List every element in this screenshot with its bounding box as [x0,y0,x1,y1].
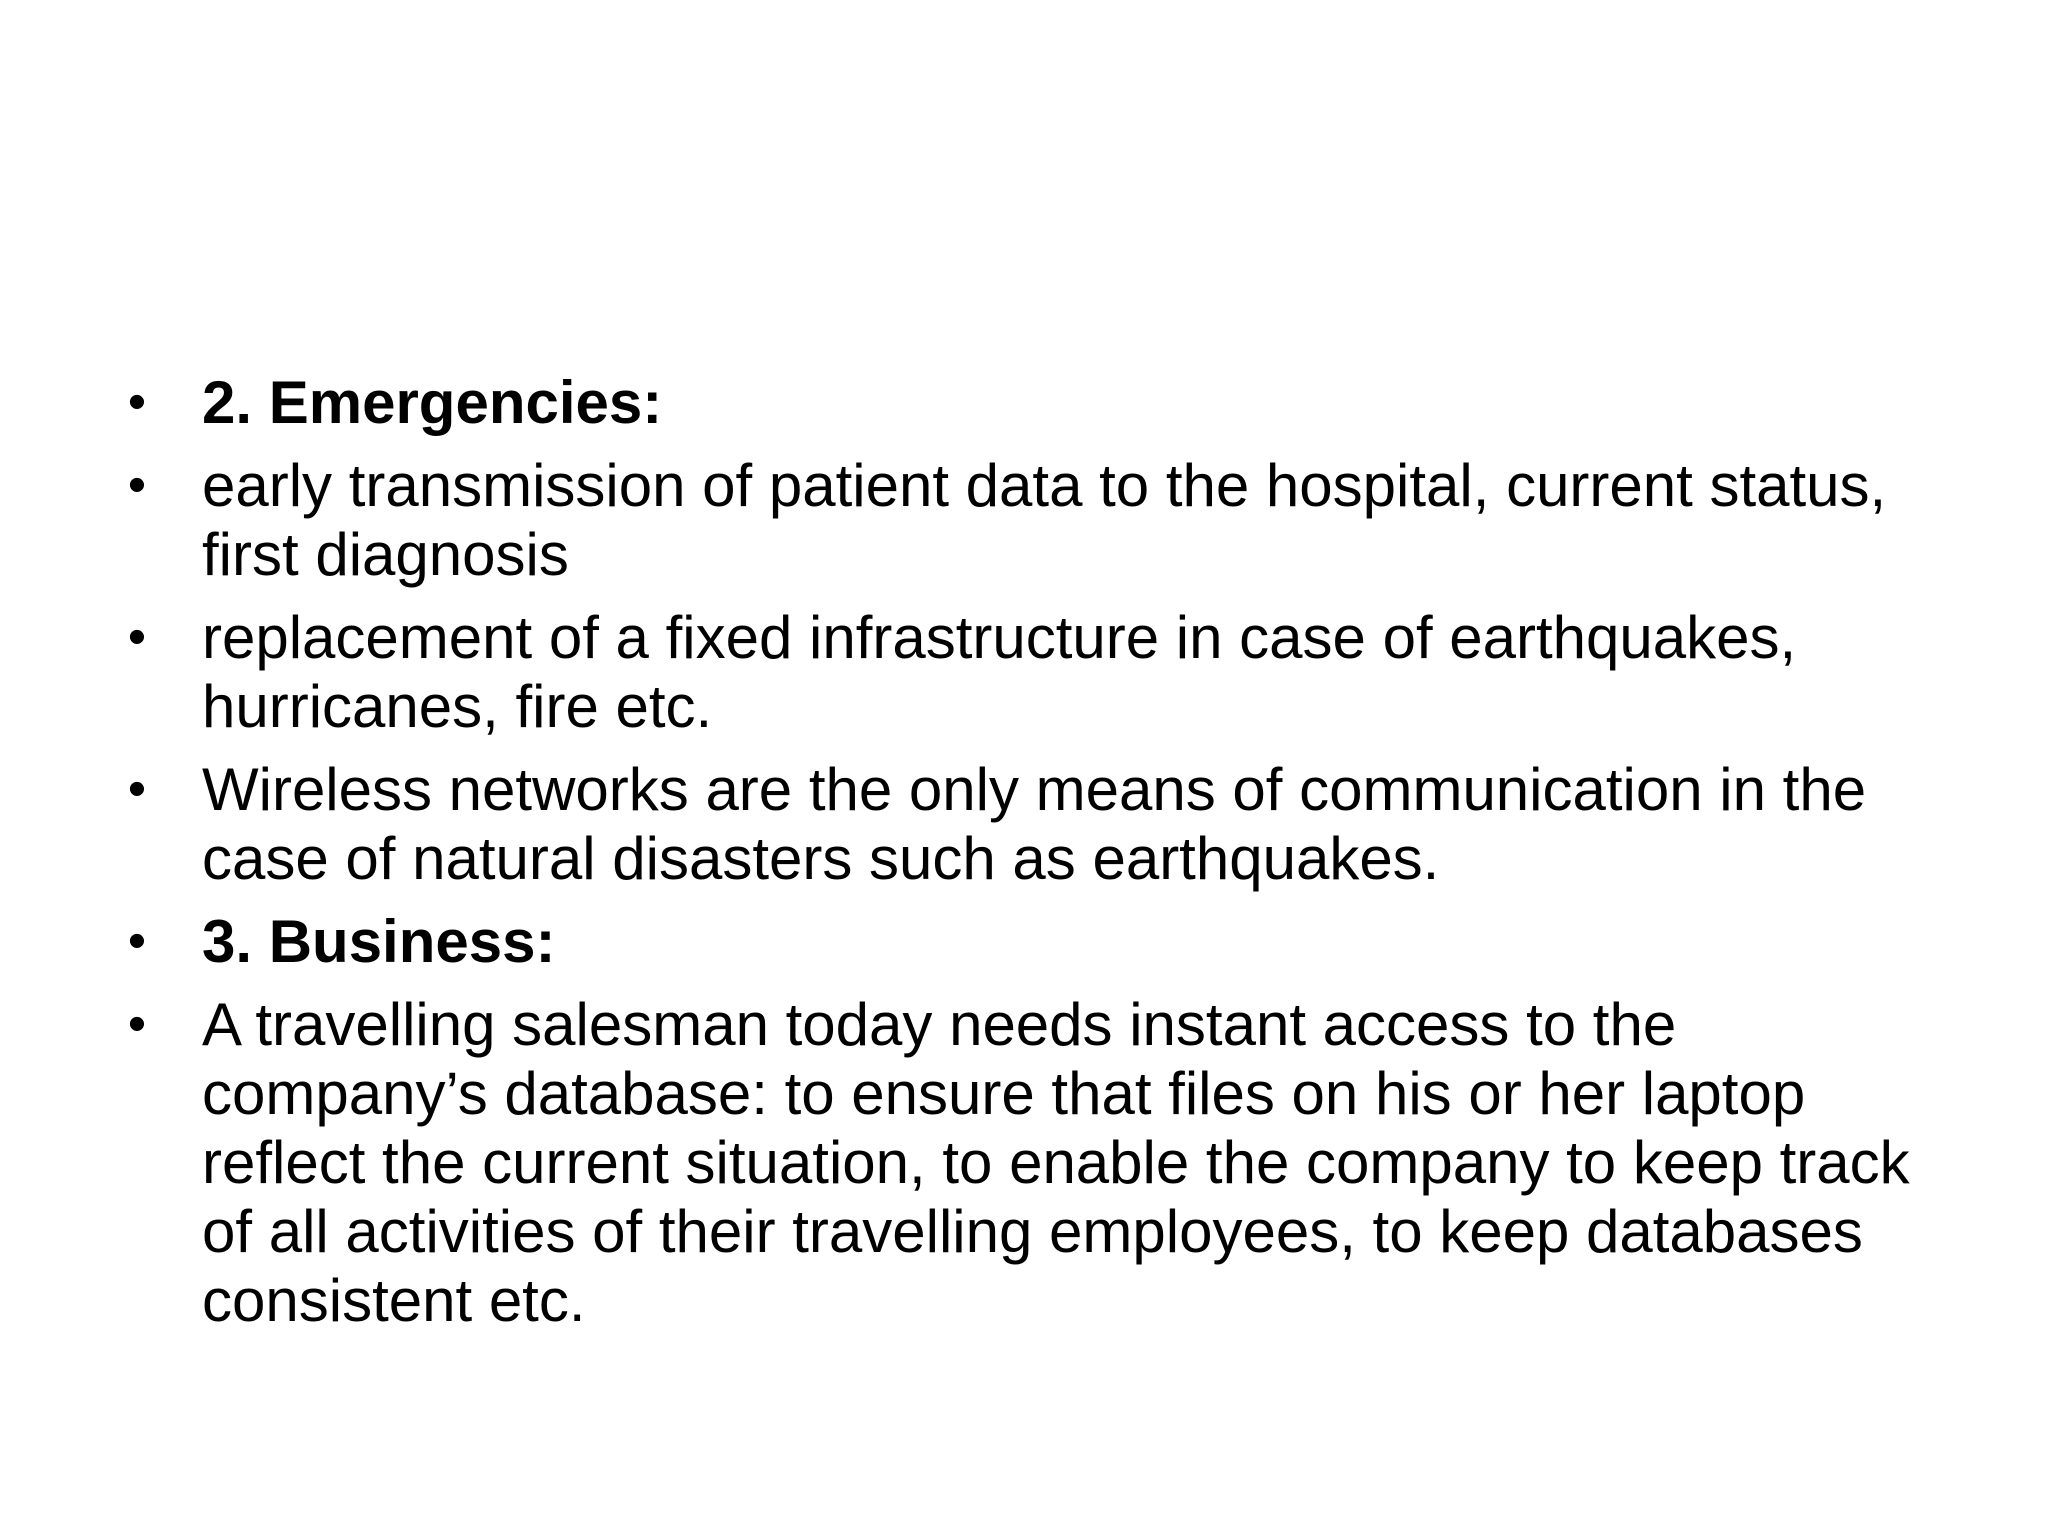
bullet-text: Wireless networks are the only means of communication in the case of natural disasters such as earthquakes. [202,756,1867,892]
bullet-icon: • [127,608,147,666]
bullet-item [122,990,1962,1335]
bullet-item-business-heading [122,907,1962,976]
bullet-item [122,755,1962,893]
bullet-text: early transmission of patient data to the hospital, current status, first diagnosis [202,452,1887,588]
bullet-icon: • [127,912,147,970]
section-heading: 3. Business: [202,908,556,975]
bullet-item [122,603,1962,741]
bullet-icon: • [127,456,147,514]
bullet-text: A travelling salesman today needs instant access to the company’s database: to ensure that files on his or her laptop reflect the current situation, to enable the company to keep track of all activities of their travelling employees, to keep databases consistent etc. [202,991,1910,1334]
bullet-icon: • [127,995,147,1053]
bullet-icon: • [127,760,147,818]
bullet-icon: • [127,373,147,431]
section-heading: 2. Emergencies: [202,369,663,436]
bullet-list [122,368,1962,1349]
bullet-text: replacement of a fixed infrastructure in case of earthquakes, hurricanes, fire etc. [202,604,1797,740]
bullet-item [122,451,1962,589]
bullet-item-emergencies-heading [122,368,1962,437]
